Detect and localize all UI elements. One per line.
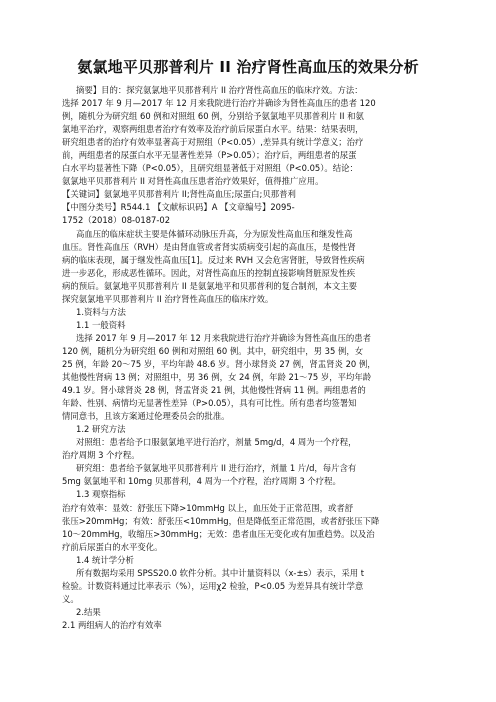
text-line: 义。 [62,593,79,604]
text-line: 研究组：患者给予氨氯地平贝那普利片 II 进行治疗，剂量 1 片/d，每片含有 [76,463,357,474]
text-line: 研究组患者的治疗有效率显著高于对照组（P<0.05）,差异具有统计学意义；治疗 [62,137,364,148]
text-line: 【关键词】氨氯地平贝那普利片 II;肾性高血压;尿蛋白;贝那普利 [62,189,296,200]
text-line: 10～20mmHg，收缩压>30mmHg；无效：患者血压无变化或有加重趋势。以及治 [62,528,375,539]
text-line: 5mg 氨氯地平和 10mg 贝那普利，4 周为一个疗程，治疗周期 3 个疗程。 [62,476,341,487]
text-line: 1.1 一般资料 [76,319,126,330]
text-line: 25 例，年龄 20～75 岁，平均年龄 48.6 岁。肾小球肾炎 27 例，肾盂肾炎 20 例， [62,358,376,369]
text-line: 1.3 观察指标 [76,489,126,500]
text-line: 49.1 岁。肾小球肾炎 28 例，肾盂肾炎 21 例，其他慢性肾病 11 例。两组患者的 [62,385,366,396]
text-line: 氨氯地平贝那普利片 II 对肾性高血压患者治疗效果好，值得推广应用。 [62,176,324,187]
text-line: 【中图分类号】R544.1 【文献标识码】A 【文章编号】2095- [62,202,295,213]
text-line: 疗前后尿蛋白的水平变化。 [62,541,163,552]
text-line: 年龄、性别、病情均无显著性差异（P>0.05），具有可比性。所有患者均签署知 [62,398,357,409]
text-line: 1.2 研究方法 [76,424,126,435]
text-line: 选择 2017 年 9 月—2017 年 12 月来我院进行治疗并确诊为肾性高血压的患者 120 [62,98,376,109]
text-line: 摘要】目的：探究氨氯地平贝那普利片 II 治疗肾性高血压的临床疗效。方法： [76,85,363,95]
text-line: 进一步恶化，形成恶性循环。因此，对肾性高血压的控制直接影响肾脏原发性疾 [62,267,356,278]
text-line: 探究氨氯地平贝那普利片 II 治疗肾性高血压的临床疗效。 [62,293,274,304]
text-line: 病的临床表现，属于继发性高血压[1]。反过来 RVH 又会危害肾脏，导致肾性疾病 [62,254,365,265]
page-title: 氨氯地平贝那普利片 II 治疗肾性高血压的效果分析 [77,58,419,76]
text-line: 氯地平治疗，观察两组患者治疗有效率及治疗前后尿蛋白水平。结果：结果表明， [62,124,364,135]
text-line: 前，两组患者的尿蛋白水平无显著性差异（P>0.05）；治疗后，两组患者的尿蛋 [62,150,357,161]
text-line: 120 例，随机分为研究组 60 例和对照组 60 例。其中，研究组中，男 35 例，女 [62,345,364,356]
text-line: 2.结果 [76,606,101,617]
text-line: 所有数据均采用 SPSS20.0 软件分析。其中计量资料以（x-±s）表示，采用 t [76,567,365,578]
text-line: 对照组：患者给予口服氨氯地平进行治疗，剂量 5mg/d，4 周为一个疗程， [76,437,357,448]
text-line: 1.4 统计学分析 [76,554,134,565]
text-line: 情同意书，且该方案通过伦理委员会的批准。 [62,411,230,422]
text-line: 1752（2018）08-0187-02 [62,215,171,226]
text-line: 选择 2017 年 9 月—2017 年 12 月来我院进行治疗并确诊为肾性高血压的患者 [76,332,371,343]
text-line: 其他慢性肾病 13 例；对照组中，男 36 例，女 24 例，年龄 21～75 岁，平均年龄 [62,372,372,383]
text-line: 1.资料与方法 [76,306,126,317]
text-line: 治疗有效率：显效：舒张压下降>10mmHg 以上，血压处于正常范围，或者舒 [62,502,354,513]
text-line: 病的预后。氨氯地平贝那普利片 II 是氨氯地平和贝那普利的复合制剂，本文主要 [62,280,358,291]
text-line: 张压>20mmHg；有效：舒张压<10mmHg，但是降低至正常范围，或者舒张压下降 [62,515,380,526]
text-line: 检验。计数资料通过比率表示（%），运用χ2 检验，P<0.05 为差异具有统计学意 [62,580,364,591]
text-line: 治疗周期 3 个疗程。 [62,450,140,461]
text-line: 例，随机分为研究组 60 例和对照组 60 例，分别给予氨氯地平贝那普利片 II 和氨 [62,111,364,122]
text-line: 血压。肾性高血压（RVH）是由肾血管或者肾实质病变引起的高血压，是慢性肾 [62,241,356,252]
text-line: 2.1 两组病人的治疗有效率 [62,619,162,630]
text-line: 白水平均显著性下降（P<0.05），且研究组显著低于对照组（P<0.05）。结论： [62,163,358,174]
document-body [62,84,454,632]
text-line: 高血压的临床症状主要是体循环动脉压升高，分为原发性高血压和继发性高 [76,228,353,239]
